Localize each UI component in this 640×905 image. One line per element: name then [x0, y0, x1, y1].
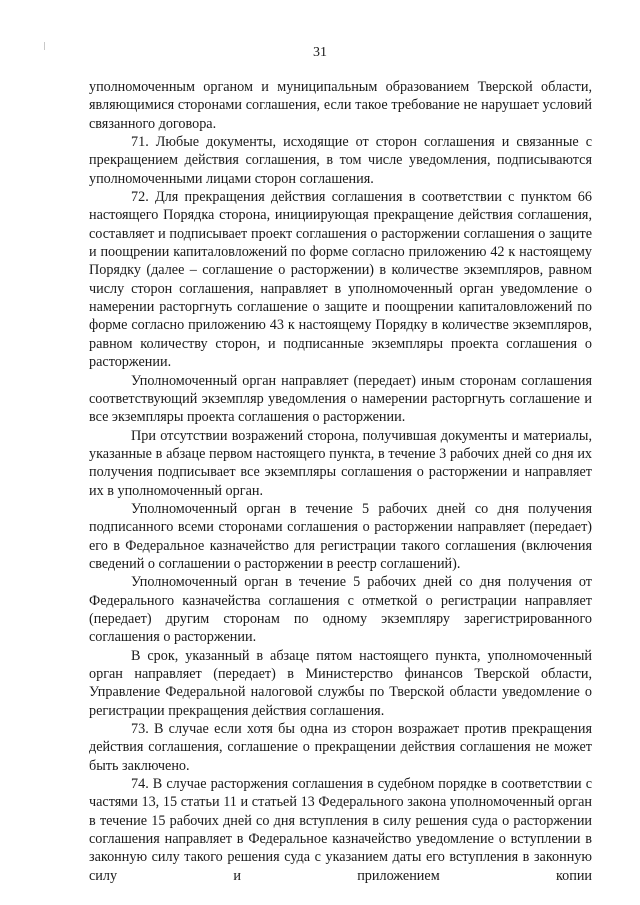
- paragraph-item-72-distribution: Уполномоченный орган в течение 5 рабочих дней со дня получения от Федерального казначейства соглашения с отметкой о регистрации направляет (передает) другим сторонам по одному экземпляру зарегистрированного соглашения о расторжении.: [89, 574, 592, 646]
- paragraph-item-74: 74. В случае расторжения соглашения в судебном порядке в соответствии с частями 13, 15 статьи 11 и статьей 13 Федерального закона уполномоченный орган в течение 15 рабочих дней со дня вступления в силу решения суда о расторжении соглашения направляет в Федеральное казначейство уведомление о вступлении в законную силу такого решения суда с указанием даты его вступления в законную силу и приложением копии: [89, 776, 592, 884]
- paragraph-continuation: уполномоченным органом и муниципальным образованием Тверской области, являющимися сторонами соглашения, если такое требование не нарушает условий связанного договора.: [89, 79, 592, 132]
- paragraph-item-72-no-objections: При отсутствии возражений сторона, получившая документы и материалы, указанные в абзаце первом настоящего пункта, в течение 3 рабочих дней со дня их получения подписывает все экземпляры соглашения о расторжении и направляет их в уполномоченный орган.: [89, 427, 592, 499]
- document-body: [89, 78, 592, 885]
- paragraph-item-72-notice: Уполномоченный орган направляет (передает) иным сторонам соглашения соответствующий экземпляр уведомления о намерении расторгнуть соглашение и все экземпляры проекта соглашения о расторжении.: [89, 372, 592, 426]
- paragraph-item-72-registration: Уполномоченный орган в течение 5 рабочих дней со дня получения подписанного всеми сторонами соглашения о расторжении направляет (передает) его в Федеральное казначейство для регистрации такого соглашения (включения сведений о соглашении о расторжении в реестр соглашений).: [89, 500, 592, 572]
- page-number: 31: [313, 45, 327, 60]
- paragraph-item-71: 71. Любые документы, исходящие от сторон соглашения и связанные с прекращением действия соглашения, в том числе уведомления, подписываются уполномоченными лицами сторон соглашения.: [89, 134, 592, 187]
- paragraph-item-72-notification: В срок, указанный в абзаце пятом настоящего пункта, уполномоченный орган направляет (передает) в Министерство финансов Тверской области, Управление Федеральной налоговой службы по Тверской области уведомление о регистрации прекращения действия соглашения.: [89, 647, 592, 719]
- paragraph-item-72: 72. Для прекращения действия соглашения в соответствии с пунктом 66 настоящего Порядка сторона, инициирующая прекращение действия соглашения, составляет и подписывает проект соглашения о расторжении соглашения о защите и поощрении капиталовложений по форме согласно приложению 42 к настоящему Порядку (далее – соглашение о расторжении) в количестве экземпляров, равном числу сторон соглашения, направляет в уполномоченный орган уведомление о намерении расторгнуть соглашение о защите и поощрении капиталовложений по форме согласно приложению 43 к настоящему Порядку в количестве экземпляров, равном количеству сторон, и подписанные экземпляры проекта соглашения о расторжении.: [89, 189, 592, 371]
- paragraph-item-73: 73. В случае если хотя бы одна из сторон возражает против прекращения действия соглашения, соглашение о прекращении действия соглашения не может быть заключено.: [89, 721, 592, 774]
